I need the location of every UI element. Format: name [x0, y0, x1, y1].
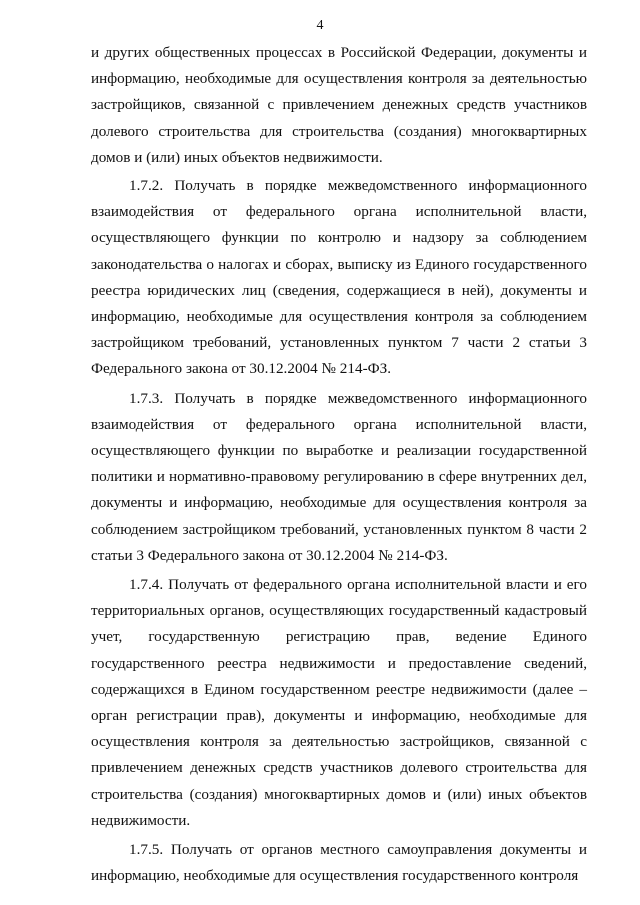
document-body: [91, 40, 587, 893]
paragraph-1-7-2: 1.7.2. Получать в порядке межведомственного информационного взаимодействия от федерального органа исполнительной власти, осуществляющего функции по контролю и надзору за соблюдением законодательства о налогах и сборах, выписку из Единого государственного реестра юридических лиц (сведения, содержащиеся в ней), документы и информацию, необходимые для осуществления контроля за соблюдением застройщиком требований, установленных пунктом 7 части 2 статьи 3 Федерального закона от 30.12.2004 № 214-ФЗ.: [91, 177, 587, 378]
paragraph-1-7-4: 1.7.4. Получать от федерального органа исполнительной власти и его территориальных органов, осуществляющих государственный кадастровый учет, государственную регистрацию прав, ведение Единого государственного реестра недвижимости и предоставление сведений, содержащихся в Едином государственном реестре недвижимости (далее – орган регистрации прав), документы и информацию, необходимые для осуществления контроля за деятельностью застройщиков, связанной с привлечением денежных средств участников долевого строительства для строительства (создания) многоквартирных домов и (или) иных объектов недвижимости.: [91, 576, 587, 829]
paragraph-1-7-3: 1.7.3. Получать в порядке межведомственного информационного взаимодействия от федерального органа исполнительной власти, осуществляющего функции по выработке и реализации государственной политики и нормативно-правовому регулированию в сфере внутренних дел, документы и информацию, необходимые для осуществления контроля за соблюдением застройщиком требований, установленных пунктом 8 части 2 статьи 3 Федерального закона от 30.12.2004 № 214-ФЗ.: [91, 389, 587, 564]
paragraph-1-7-5: 1.7.5. Получать от органов местного самоуправления документы и информацию, необходимые для осуществления государственного контроля: [91, 841, 587, 885]
paragraph-continuation: и других общественных процессах в Российской Федерации, документы и информацию, необходимые для осуществления контроля за деятельностью застройщиков, связанной с привлечением денежных средств участников долевого строительства для строительства (создания) многоквартирных домов и (или) иных объектов недвижимости.: [91, 44, 587, 166]
page-number: 4: [316, 18, 324, 33]
